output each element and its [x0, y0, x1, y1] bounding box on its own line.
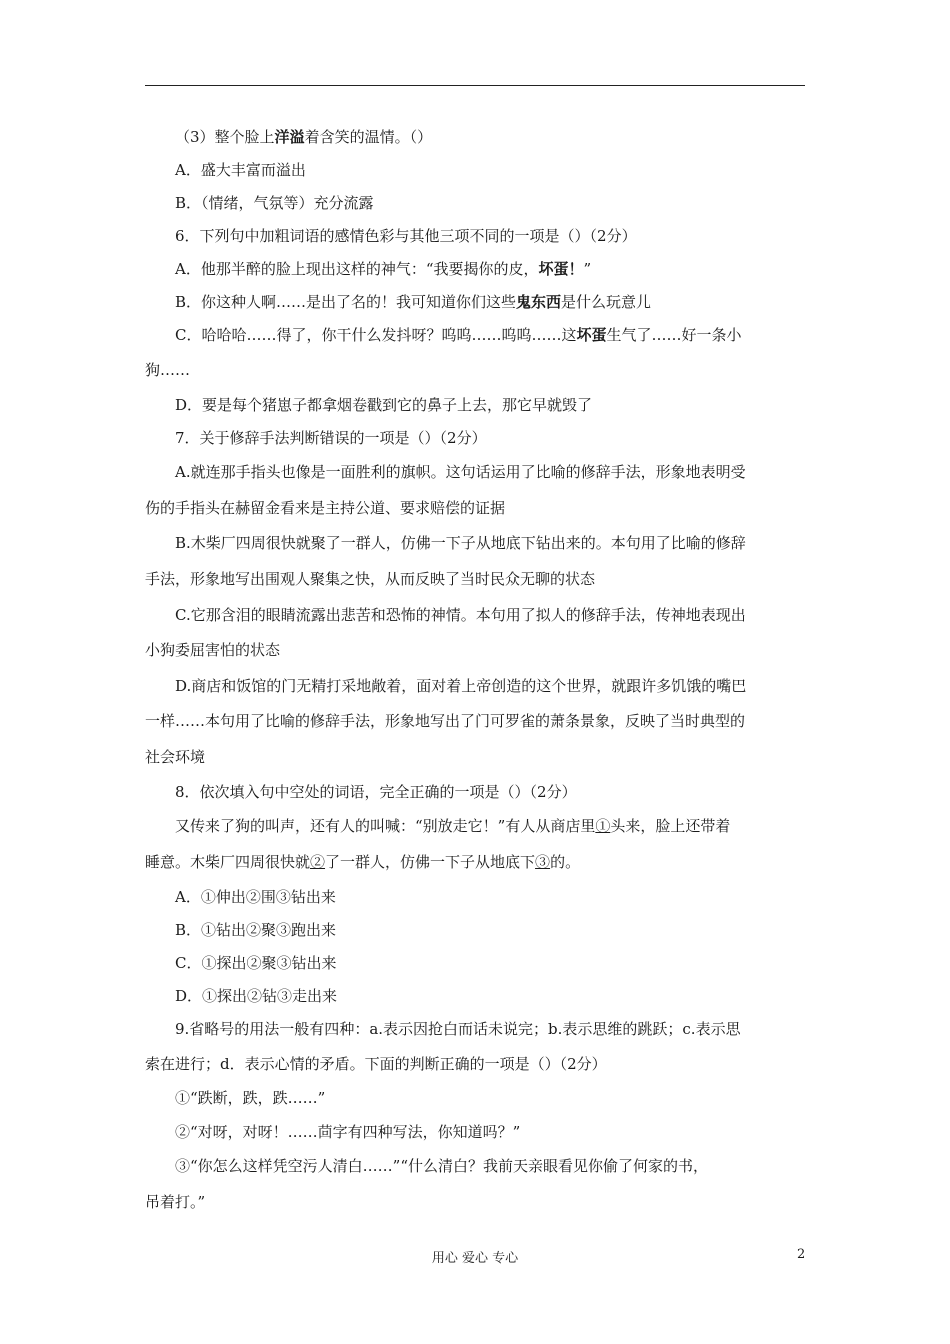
text: B．你这种人啊……是出了名的！我可知道你们这些 [175, 293, 517, 311]
q9-item-1: ①“跌断，跌，跌……” [175, 1089, 326, 1107]
q6-option-d: D．要是每个猪崽子都拿烟卷戳到它的鼻子上去，那它早就毁了 [175, 396, 593, 414]
q8-option-d: D．①探出②钻③走出来 [175, 987, 338, 1005]
q8-stem: 8．依次填入句中空处的词语，完全正确的一项是（）（2分） [175, 783, 577, 801]
blank-marker: ② [310, 853, 326, 871]
bold-word: 洋溢 [274, 128, 305, 146]
footer-slogan: 用心 爱心 专心 [431, 1251, 519, 1266]
q6-option-b [145, 291, 835, 313]
text: 又传来了狗的叫声，还有人的叫喊：“别放走它！”有人从商店里 [175, 817, 596, 835]
text: （3）整个脸上 [175, 128, 275, 146]
q6-option-c [145, 324, 835, 346]
text: 头来，脸上还带着 [610, 817, 731, 835]
text: 了一群人，仿佛一下子从地底下 [325, 853, 536, 871]
text: ” [583, 260, 592, 278]
text: 是什么玩意儿 [561, 293, 652, 311]
q9-stem-cont: 索在进行；d．表示心情的矛盾。下面的判断正确的一项是（）（2分） [145, 1055, 607, 1073]
q7-option-b-cont: 手法，形象地写出围观人聚集之快，从而反映了当时民众无聊的状态 [145, 570, 596, 588]
q7-option-c: C.它那含泪的眼睛流露出悲苦和恐怖的神情。本句用了拟人的修辞手法，传神地表现出 [175, 606, 746, 624]
q7-option-a-cont: 伤的手指头在赫留金看来是主持公道、要求赔偿的证据 [145, 499, 506, 517]
page-number: 2 [797, 1247, 806, 1262]
q7-option-d: D.商店和饭馆的门无精打采地敞着，面对着上帝创造的这个世界，就跟许多饥饿的嘴巴 [175, 677, 747, 695]
bold-word: 鬼东西 [516, 293, 562, 311]
text: A．他那半醉的脸上现出这样的神气：“我要揭你的皮， [175, 260, 539, 278]
q9-item-3: ③“你怎么这样凭空污人清白……”“什么清白？我前天亲眼看见你偷了何家的书， [175, 1157, 709, 1175]
q5-3-option-a: A．盛大丰富而溢出 [175, 161, 306, 179]
text: C．哈哈哈……得了，你干什么发抖呀？呜呜……呜呜……这 [175, 326, 577, 344]
header-rule [145, 85, 805, 86]
q7-option-c-cont: 小狗委屈害怕的状态 [145, 641, 281, 659]
text: 的。 [550, 853, 581, 871]
text: 生气了……好一条小 [606, 326, 742, 344]
q6-option-c-cont: 狗…… [145, 361, 191, 379]
q5-3-stem [145, 126, 835, 148]
q8-option-c: C．①探出②聚③钻出来 [175, 954, 337, 972]
text: 睡意。木柴厂四周很快就 [145, 853, 311, 871]
q7-option-a: A.就连那手指头也像是一面胜利的旗帜。这句话运用了比喻的修辞手法，形象地表明受 [175, 463, 746, 481]
q7-option-d-cont: 社会环境 [145, 748, 206, 766]
q9-item-2: ②“对呀，对呀！……茴字有四种写法，你知道吗？” [175, 1123, 521, 1141]
q6-stem: 6．下列句中加粗词语的感情色彩与其他三项不同的一项是（）（2分） [175, 227, 637, 245]
bold-word: 坏蛋 [576, 326, 607, 344]
q7-option-d-cont: 一样……本句用了比喻的修辞手法，形象地写出了门可罗雀的萧条景象，反映了当时典型的 [145, 712, 746, 730]
q9-item-3-cont: 吊着打。” [145, 1193, 206, 1211]
q8-passage-cont [145, 851, 805, 873]
text: 着含笑的温情。（） [304, 128, 433, 146]
q9-stem: 9.省略号的用法一般有四种：a.表示因抢白而话未说完；b.表示思维的跳跃；c.表示思 [175, 1020, 741, 1038]
q8-option-a: A．①伸出②围③钻出来 [175, 888, 336, 906]
q7-stem: 7．关于修辞手法判断错误的一项是（）（2分） [175, 429, 487, 447]
q5-3-option-b: B．（情绪，气氛等）充分流露 [175, 194, 374, 212]
bold-word: 坏蛋！ [538, 260, 584, 278]
q8-option-b: B．①钻出②聚③跑出来 [175, 921, 337, 939]
blank-marker: ① [595, 817, 611, 835]
q8-passage [145, 815, 835, 837]
blank-marker: ③ [535, 853, 551, 871]
q6-option-a [145, 258, 835, 280]
q7-option-b: B.木柴厂四周很快就聚了一群人，仿佛一下子从地底下钻出来的。本句用了比喻的修辞 [175, 534, 746, 552]
